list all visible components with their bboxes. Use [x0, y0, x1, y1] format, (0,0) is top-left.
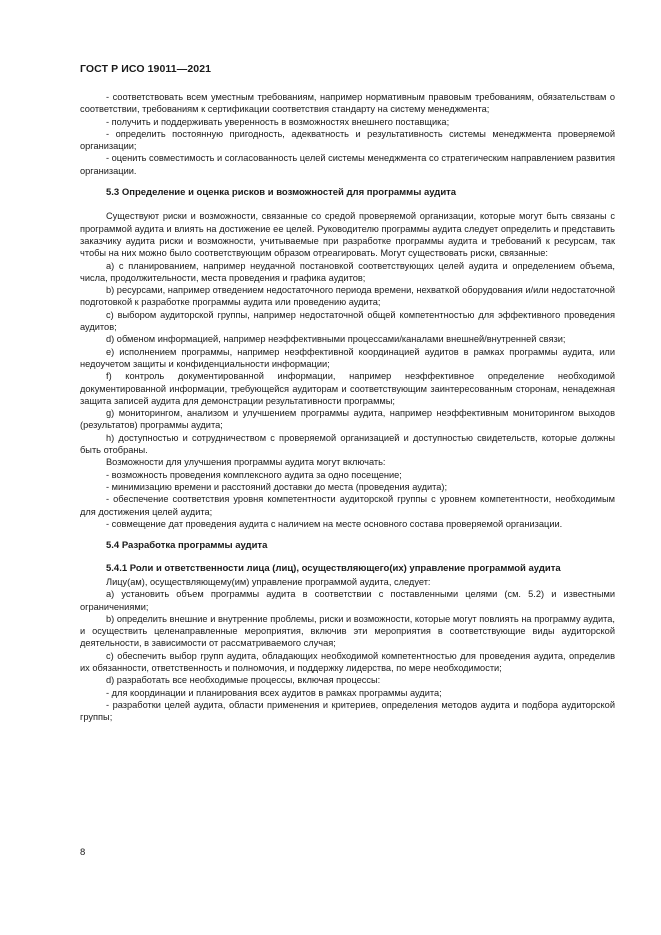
standard-header: ГОСТ Р ИСО 19011—2021 — [80, 63, 212, 75]
list-item-c: c) выбором аудиторской группы, например недостаточной общей компетентностью для эффективного проведения аудитов; — [80, 309, 615, 333]
list-item-f: f) контроль документированной информации, например неэффективное определение необходимой документированной информации, требующейся аудиторам и соответствующим заинтересованным сторонам, ненадежная защита записей аудита для демонстрации результативности программы; — [80, 371, 615, 406]
dash-item: - разработки целей аудита, области применения и критериев, определения методов аудита и подбора аудиторской группы; — [80, 699, 615, 723]
list-item-a: a) с планированием, например неудачной постановкой соответствующих целей аудита и определением объема, числа, продолжительности, места проведения и графика аудитов; — [80, 260, 615, 283]
section-heading-5-3: 5.3 Определение и оценка рисков и возможностей для программы аудита — [106, 187, 457, 199]
list-item-g: g) мониторингом, анализом и улучшением программы аудита, например неэффективным мониторингом выходов (результатов) программы аудита; — [80, 408, 615, 431]
dash-item: - для координации и планирования всех аудитов в рамках программы аудита; — [106, 687, 442, 698]
subsection-heading-5-4-1: 5.4.1 Роли и ответственности лица (лиц), осуществляющего(их) управление программой аудита — [106, 563, 561, 575]
list-item-h: h) доступностью и сотрудничеством с проверяемой организацией и доступностью свидетельств, которые должны быть отобраны. — [80, 432, 615, 456]
paragraph: - получить и поддерживать уверенность в возможностях внешнего поставщика; — [106, 116, 450, 127]
paragraph: Лицу(ам), осуществляющему(им) управление программой аудита, следует: — [106, 576, 431, 587]
dash-item: - совмещение дат проведения аудита с наличием на месте основного состава проверяемой организации. — [106, 518, 563, 529]
list-item-c: c) обеспечить выбор групп аудита, обладающих необходимой компетентностью для проведения аудита, определив их обязанности, ответственность и полномочия, и поддержку лидерства, по мере необходимости; — [80, 650, 615, 674]
dash-item: - минимизацию времени и расстояний доставки до места (проведения аудита); — [106, 481, 448, 492]
paragraph: - соответствовать всем уместным требованиям, например нормативным правовым требованиям, обязательствам о соответствии, требованиям к сертификации соответствия стандарту на систему менеджмента; — [80, 92, 615, 115]
list-item-d: d) обменом информацией, например неэффективными процессами/каналами внешней/внутренней связи; — [106, 334, 566, 345]
dash-item: - обеспечение соответствия уровня компетентности аудиторской группы с уровнем компетентности, необходимым для достижения целей аудита; — [80, 494, 615, 517]
list-item-a: a) установить объем программы аудита в соответствии с поставленными целями (см. 5.2) и известными ограничениями; — [80, 589, 615, 612]
paragraph: Существуют риски и возможности, связанные со средой проверяемой организации, которые могут быть связаны с программой аудита и влиять на достижение ее целей. Руководителю программы аудита следует определить и представить заказчику аудита риски и возможности, учитываемые при разработке программы аудита и требований к ресурсам, так чтобы на них можно было соответствующим образом отреагировать. Могут существовать риски, связанные: — [80, 211, 615, 259]
list-item-d: d) разработать все необходимые процессы, включая процессы: — [106, 675, 381, 686]
list-item-e: e) исполнением программы, например неэффективной координацией аудитов в рамках программы аудита, или недоучетом защиты и конфиденциальности информации; — [80, 346, 615, 369]
document-body — [80, 91, 615, 724]
paragraph: - оценить совместимость и согласованность целей системы менеджмента со стратегическим направлением развития организации. — [80, 153, 615, 176]
page-number: 8 — [80, 847, 86, 858]
list-item-b: b) определить внешние и внутренние проблемы, риски и возможности, которые могут повлиять на программу аудита, и осуществить целенаправленные мероприятия, включив эти мероприятия в соответствующие виды аудиторской деятельности, в зависимости от рассматриваемого случая; — [80, 613, 615, 649]
dash-item: - возможность проведения комплексного аудита за одно посещение; — [106, 469, 402, 480]
paragraph: - определить постоянную пригодность, адекватность и результативность системы менеджмента проверяемой организации; — [80, 128, 615, 152]
paragraph: Возможности для улучшения программы аудита могут включать: — [106, 457, 386, 468]
list-item-b: b) ресурсами, например отведением недостаточного периода времени, нехваткой оборудования и/или недостаточной подготовкой к разработке программы аудита или проведению аудита; — [80, 285, 616, 308]
section-heading-5-4: 5.4 Разработка программы аудита — [106, 540, 268, 552]
